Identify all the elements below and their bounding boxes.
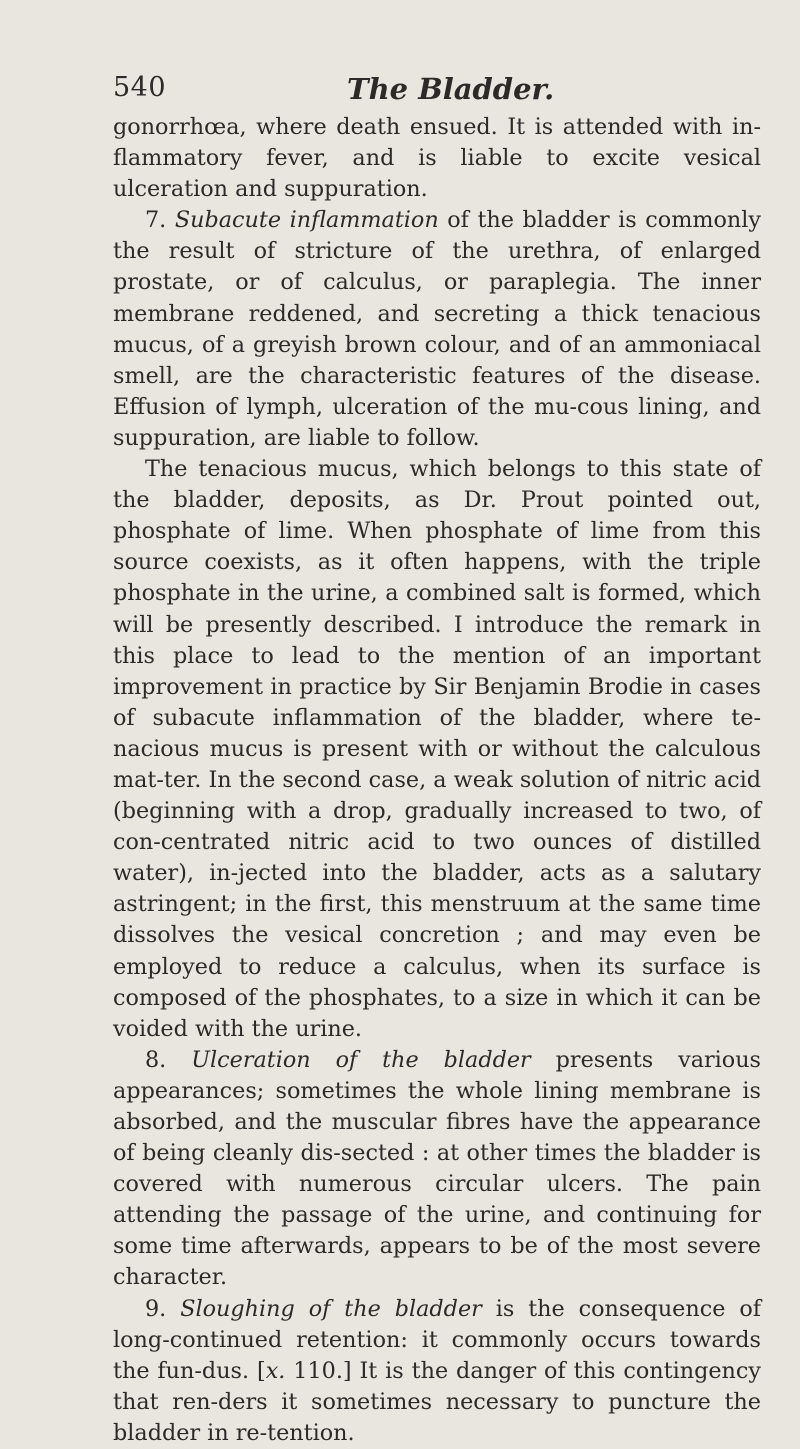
section-number: 9. [145, 1295, 167, 1322]
paragraph-text: is the consequence of long-continued retention: it commonly occurs towards the fun-dus. [ [113, 1295, 761, 1384]
section-number: 7. [145, 207, 167, 234]
paragraph-ulceration [113, 1045, 761, 1294]
paragraph-sloughing [113, 1294, 761, 1449]
paragraph-text: gonorrhœa, where death ensued. It is attended with in-flammatory fever, and is liable to excite vesical ulceration and suppuration. [113, 114, 761, 203]
running-title: The Bladder. [347, 72, 555, 106]
paragraph-text: presents various appearances; sometimes the whole lining membrane is absorbed, and the muscular fibres have the appearance of being cleanly dis-sected : at other times the bladder is covered with numerous circular ulcers. The pain attending the passage of the urine, and continuing for some time afterwards, appears to be of the most severe character. [113, 1046, 762, 1291]
paragraph-tenacious-mucus [113, 454, 761, 1045]
paragraph-text: The tenacious mucus, which belongs to this state of the bladder, deposits, as Dr. Prout pointed out, phosphate of lime. When phosphate of lime from this source coexists, as it often happens, with the triple phosphate in the urine, a combined salt is formed, which will be presently described. I introduce the remark in this place to lead to the mention of an important improvement in practice by Sir Benjamin Brodie in cases of subacute inflammation of the bladder, where te-nacious mucus is present with or without the calculous mat-ter. In the second case, a weak solution of nitric acid (beginning with a drop, gradually increased to two, of con-centrated nitric acid to two ounces of distilled water), in-jected into the bladder, acts as a salutary astringent; in the first, this menstruum at the same time dissolves the vesical concretion ; and may even be employed to reduce a calculus, when its surface is composed of the phosphates, to a size in which it can be voided with the urine. [113, 456, 761, 1042]
running-head [113, 72, 800, 106]
section-heading: Subacute inflammation [174, 207, 439, 234]
paragraph-text: of the bladder is commonly the result of stricture of the urethra, of enlarged prostate, or of calculus, or paraplegia. The inner membrane reddened, and secreting a thick tenacious mucus, of a greyish brown colour, and of an ammoniacal smell, are the characteristic features of the disease. Effusion of lymph, ulceration of the mu-cous lining, and suppuration, are liable to follow. [113, 207, 761, 451]
section-heading: Ulceration of the bladder [191, 1046, 531, 1073]
body-text [113, 112, 761, 1449]
paragraph-continuation [113, 112, 761, 205]
page-number: 540 [113, 72, 167, 103]
paragraph-text: 110.] It is the danger of this contingency that ren-ders it sometimes necessary to puncture the bladder in re-tention. [113, 1357, 761, 1446]
plate-reference-letter: x. [265, 1357, 286, 1384]
section-heading: Sloughing of the bladder [180, 1295, 482, 1322]
section-number: 8. [145, 1046, 167, 1073]
paragraph-subacute-inflammation [113, 205, 761, 454]
